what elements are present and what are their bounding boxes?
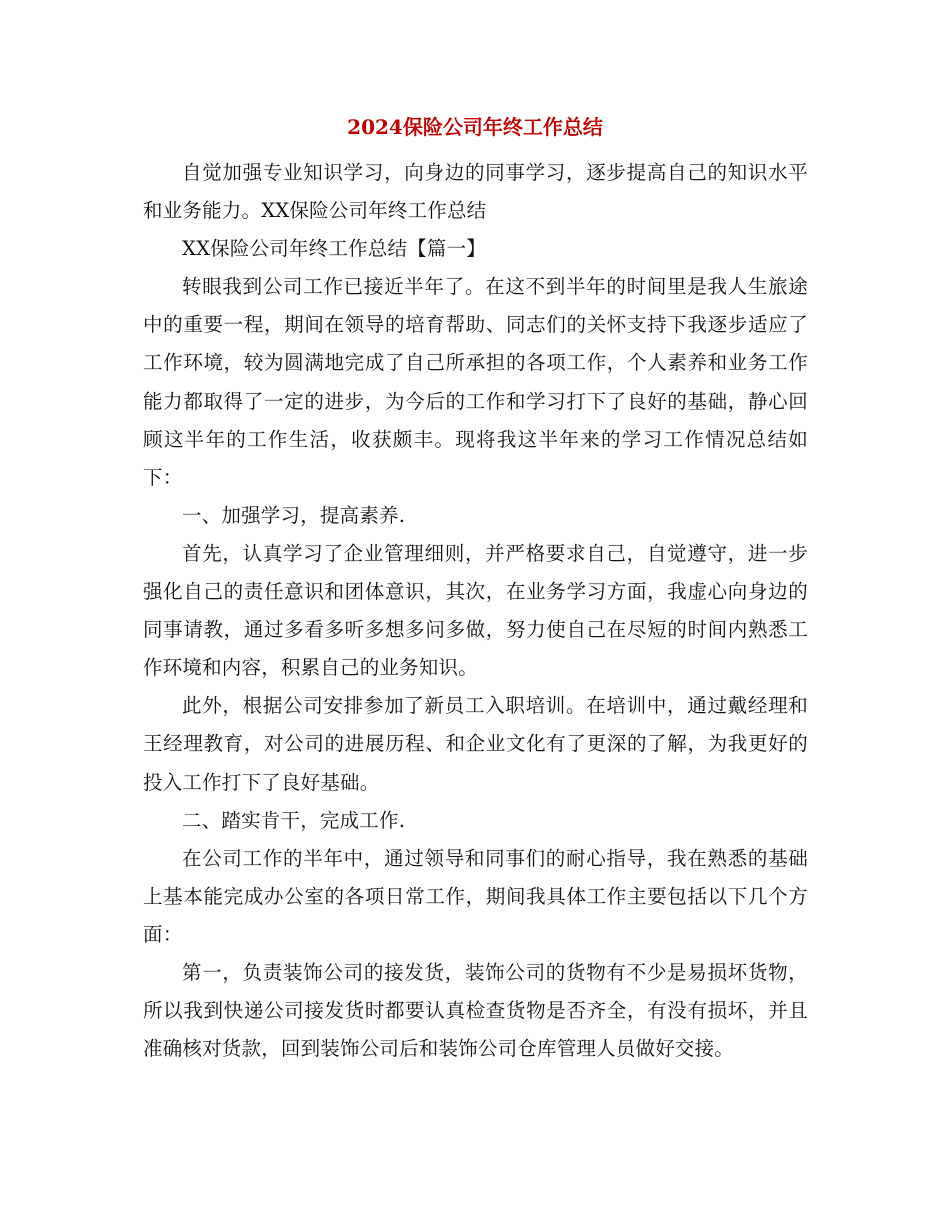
document-body	[143, 154, 808, 1068]
paragraph-work: 在公司工作的半年中，通过领导和同事们的耐心指导，我在熟悉的基础上基本能完成办公室的各项日常工作，期间我具体工作主要包括以下几个方面：	[143, 846, 808, 946]
paragraph-shipping: 第一，负责装饰公司的接发货，装饰公司的货物有不少是易损坏货物，所以我到快递公司接发货时都要认真检查货物是否齐全，有没有损坏，并且准确核对货款，回到装饰公司后和装饰公司仓库管理人员做好交接。	[143, 960, 808, 1061]
paragraph-overview: 转眼我到公司工作已接近半年了。在这不到半年的时间里是我人生旅途中的重要一程，期间在领导的培育帮助、同志们的关怀支持下我逐步适应了工作环境，较为圆满地完成了自己所承担的各项工作，个人素养和业务工作能力都取得了一定的进步，为今后的工作和学习打下了良好的基础，静心回顾这半年的工作生活，收获颇丰。现将我这半年来的学习工作情况总结如下：	[143, 275, 808, 489]
paragraph-training: 此外，根据公司安排参加了新员工入职培训。在培训中，通过戴经理和王经理教育，对公司的进展历程、和企业文化有了更深的了解，为我更好的投入工作打下了良好基础。	[143, 694, 808, 794]
paragraph-heading-two: 二、踏实肯干，完成工作.	[182, 808, 406, 832]
paragraph-section-heading: XX保险公司年终工作总结【篇一】	[182, 237, 486, 261]
paragraph-heading-one: 一、加强学习，提高素养.	[182, 503, 406, 527]
paragraph-study: 首先，认真学习了企业管理细则，并严格要求自己，自觉遵守，进一步强化自己的责任意识和团体意识，其次，在业务学习方面，我虚心向身边的同事请教，通过多看多听多想多问多做，努力使自己在尽短的时间内熟悉工作环境和内容，积累自己的业务知识。	[143, 541, 808, 680]
document-title: 2024保险公司年终工作总结	[347, 115, 603, 139]
paragraph-intro: 自觉加强专业知识学习，向身边的同事学习，逐步提高自己的知识水平和业务能力。XX保险公司年终工作总结	[143, 161, 808, 223]
